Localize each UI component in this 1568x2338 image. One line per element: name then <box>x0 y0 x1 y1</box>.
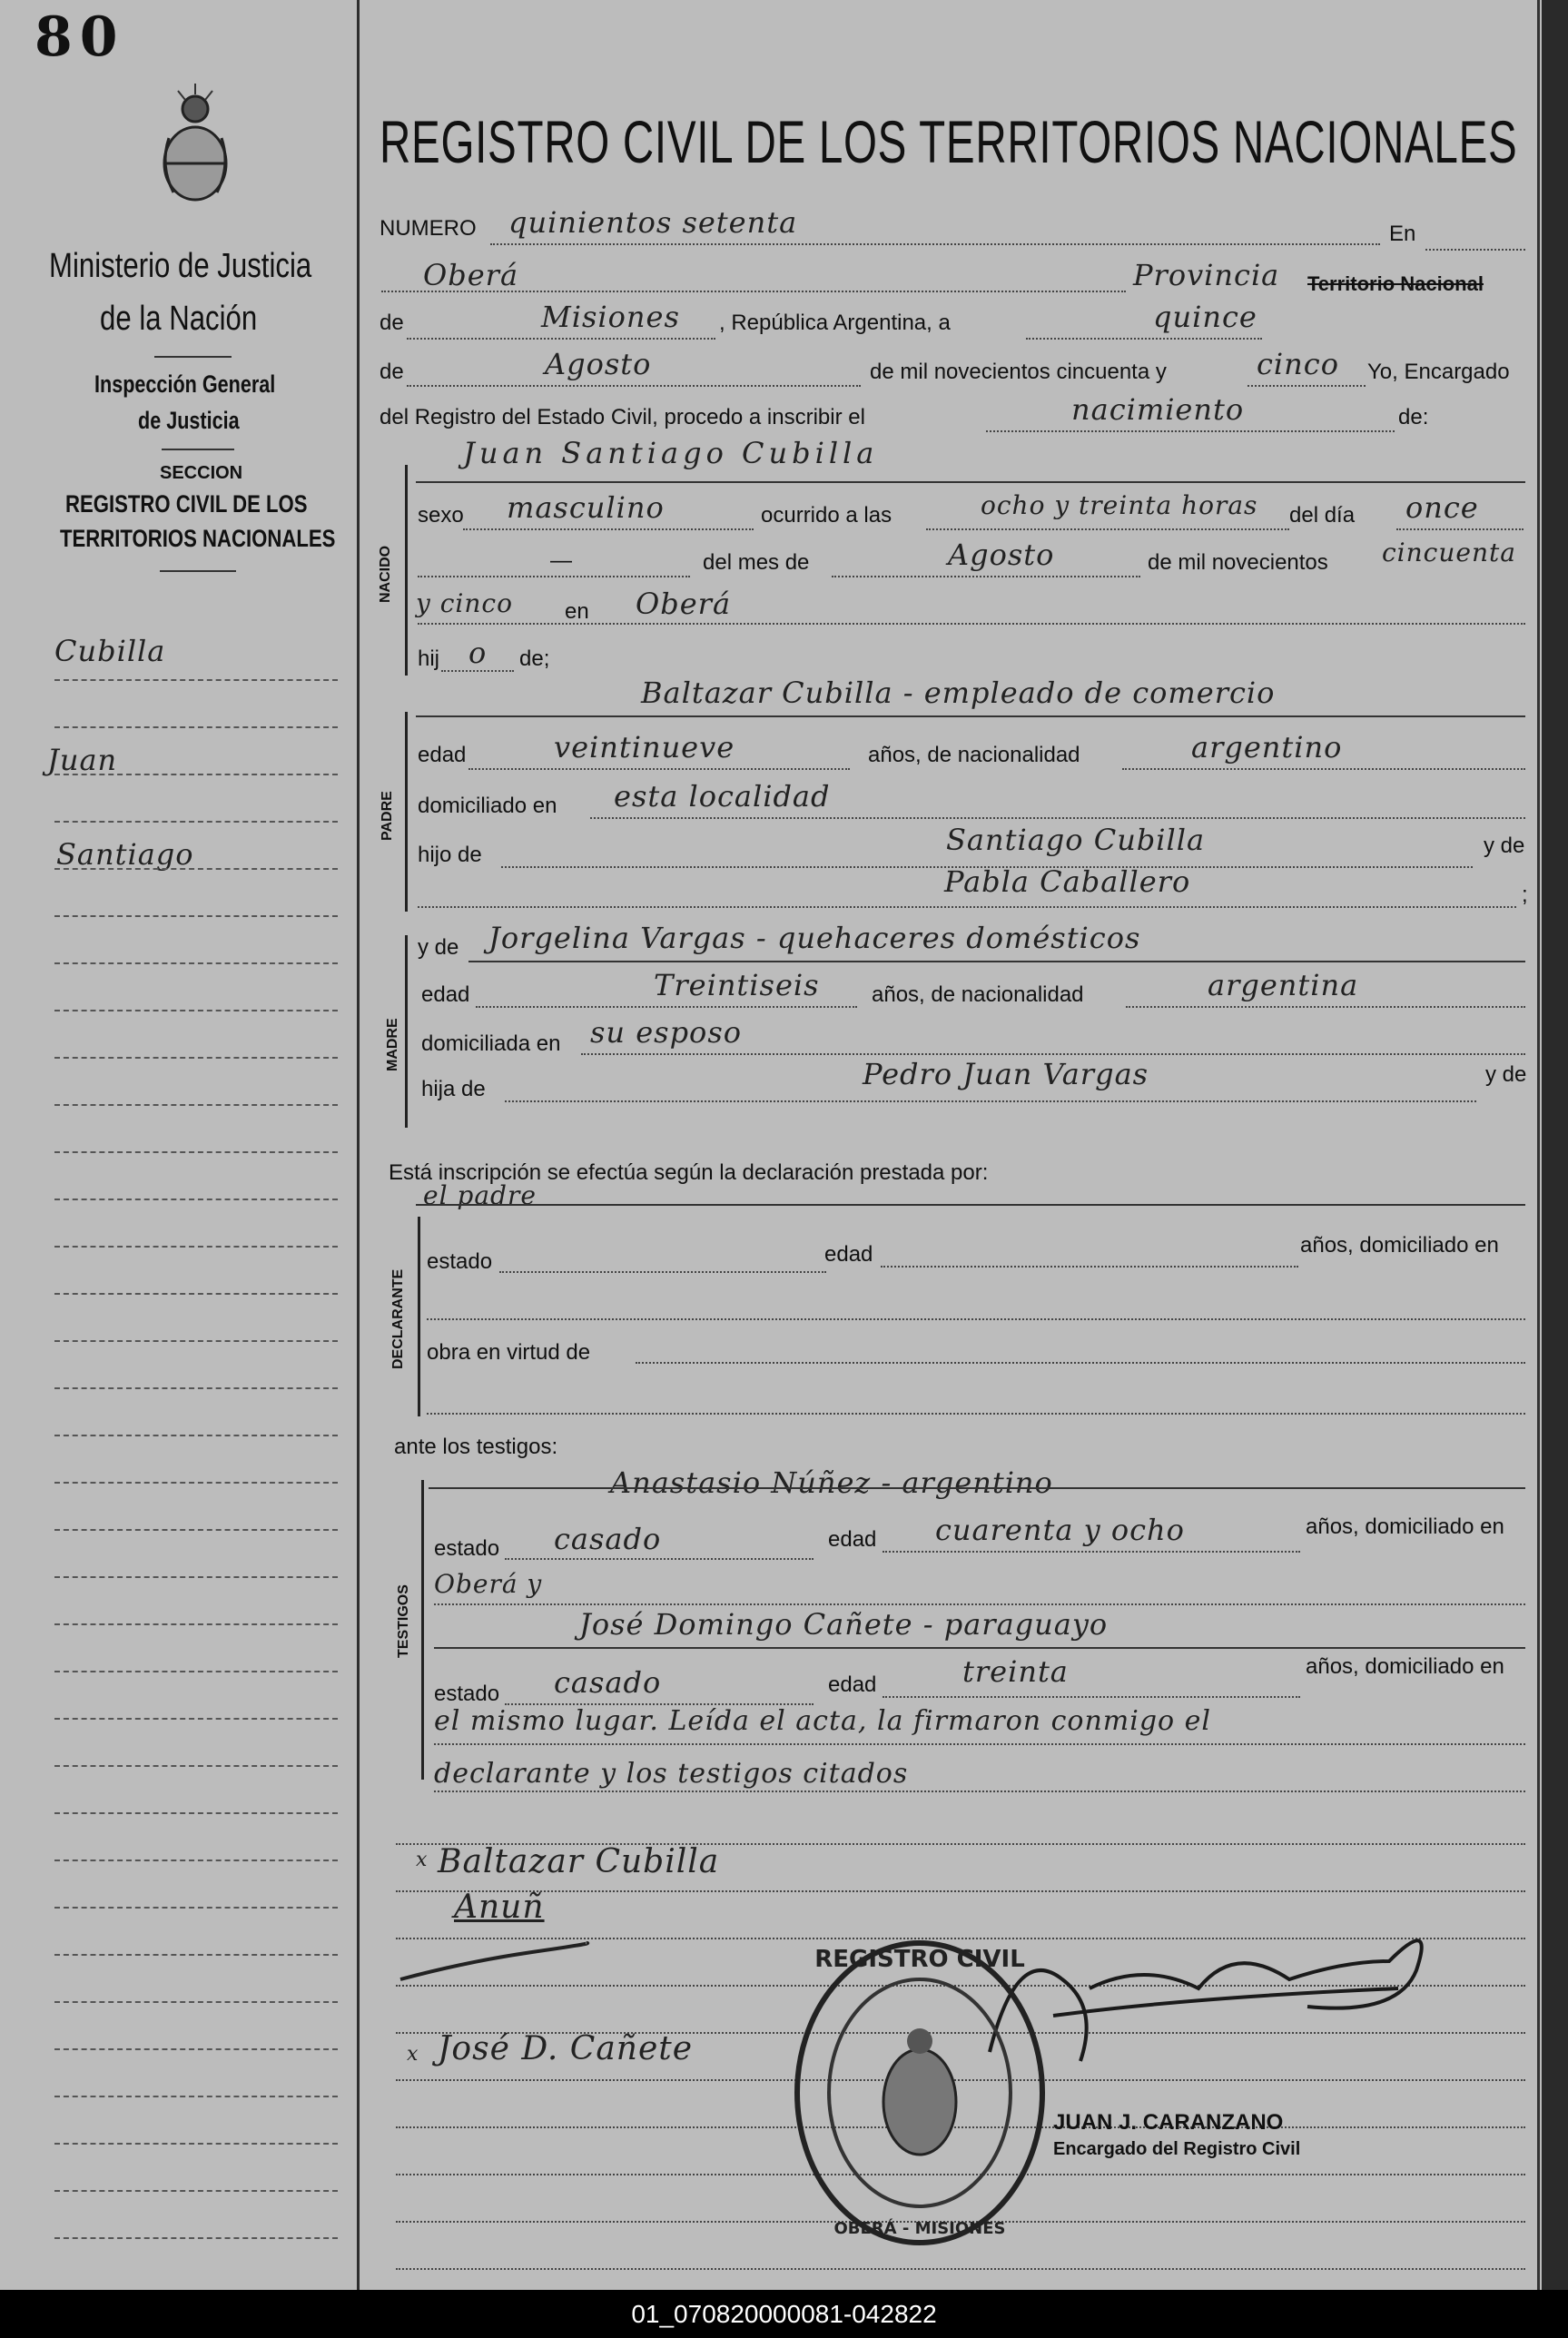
testigos-intro: ante los testigos: <box>394 1435 558 1459</box>
year-value: cinco <box>1257 347 1339 381</box>
margin-ruled-line <box>54 1576 338 1578</box>
signature-x-1: x <box>416 1849 429 1871</box>
lugar-line <box>418 623 1525 625</box>
margin-separator <box>357 0 360 2290</box>
margin-ruled-line <box>54 2096 338 2097</box>
mil-label: de mil novecientos cincuenta y <box>870 360 1167 384</box>
margin-ruled-line <box>54 2190 338 2192</box>
margin-ruled-line <box>54 2143 338 2145</box>
madre-bracket <box>405 935 408 1128</box>
page-title: REGISTRO CIVIL DE LOS TERRITORIOS NACIONALES <box>380 108 1518 175</box>
margin-first-name: Juan <box>47 743 118 777</box>
testigo1-name: Anastasio Núñez - argentino <box>610 1465 1053 1500</box>
padre-name: Baltazar Cubilla - empleado de comercio <box>641 676 1276 710</box>
margin-ruled-line <box>54 868 338 870</box>
declarante-edad-label: edad <box>824 1242 873 1267</box>
hora-line <box>926 528 1289 530</box>
dash-value: — <box>550 548 572 573</box>
madre-hija-value: Pedro Juan Vargas <box>863 1057 1149 1091</box>
signature-testigo1: Anuñ <box>454 1889 545 1926</box>
ministry-divider-3 <box>160 570 236 572</box>
signature-testigo2: José D. Cañete <box>438 2030 694 2067</box>
madre-edad-label: edad <box>421 982 470 1007</box>
declarante-line-2 <box>427 1318 1525 1320</box>
day-value: quince <box>1153 300 1257 334</box>
signature-x-2: x <box>407 2043 419 2066</box>
declarante-line-3 <box>427 1413 1525 1415</box>
margin-ruled-line <box>54 1387 338 1389</box>
ministry-divider-2 <box>162 449 234 450</box>
nacido-name: Juan Santiago Cubilla <box>463 436 879 470</box>
padre-bracket <box>405 712 408 912</box>
hora-value: ocho y treinta horas <box>981 490 1258 520</box>
margin-ruled-line <box>54 1246 338 1248</box>
padre-edad-label: edad <box>418 743 467 767</box>
republica-label: , República Argentina, a <box>719 311 951 335</box>
declarante-bracket <box>418 1217 420 1416</box>
testigo1-estado-line <box>505 1558 814 1560</box>
nacido-bracket <box>405 465 408 676</box>
madre-name: Jorgelina Vargas - quehaceres domésticos <box>488 921 1141 955</box>
padre-dom-line <box>590 817 1525 819</box>
padre-edad-value: veintinueve <box>554 730 735 765</box>
dia-line <box>1396 528 1524 530</box>
yo-label: Yo, Encargado <box>1367 360 1510 384</box>
month-line <box>407 385 861 387</box>
margin-ruled-line <box>54 1623 338 1625</box>
margin-ruled-line <box>54 2001 338 2003</box>
registry-stamp <box>788 1934 1051 2252</box>
page-edge <box>1537 0 1540 2290</box>
testigo2-estado-value: casado <box>554 1665 662 1700</box>
margin-ruled-line <box>54 1860 338 1861</box>
stamp-top-text: REGISTRO CIVIL <box>814 1946 1025 1973</box>
testigo2-edad-label: edad <box>828 1672 877 1697</box>
sexo-line <box>463 528 754 530</box>
margin-ruled-line <box>54 1529 338 1531</box>
ministry-sub1: Inspección General <box>94 370 276 398</box>
madre-nac-value: argentina <box>1208 968 1359 1002</box>
testigo2-edad-line <box>883 1696 1300 1698</box>
image-id-footer: 01_070820000081-042822 <box>0 2290 1568 2338</box>
padre-nac-value: argentino <box>1191 730 1343 765</box>
mes-value: Agosto <box>948 538 1055 572</box>
margin-ruled-line <box>54 679 338 681</box>
testigo1-edad-line <box>883 1551 1300 1553</box>
numero-label: NUMERO <box>380 216 477 241</box>
ministry-line1: Ministerio de Justicia <box>49 247 312 285</box>
padre-hijo-value: Santiago Cubilla <box>946 823 1206 857</box>
margin-ruled-line <box>54 1340 338 1342</box>
declarante-obra-line <box>636 1362 1525 1364</box>
lugar-value: Oberá <box>636 587 732 621</box>
testigo1-name-line <box>429 1487 1525 1489</box>
testigo1-dom-line <box>434 1603 1525 1605</box>
hij-value: o <box>468 636 488 670</box>
declarante-estado-label: estado <box>427 1249 493 1274</box>
margin-ruled-line <box>54 2048 338 2050</box>
closing-line-2-rule <box>434 1790 1525 1792</box>
padre-nac-line <box>1122 768 1525 770</box>
margin-ruled-line <box>54 1765 338 1767</box>
official-name: JUAN J. CARANZANO <box>1053 2110 1284 2135</box>
page-edge-shadow <box>1542 0 1568 2290</box>
testigo2-name-line <box>434 1647 1525 1649</box>
padre-madre-value: Pabla Caballero <box>944 864 1191 899</box>
sexo-value: masculino <box>507 490 665 525</box>
mes-label: del mes de <box>703 550 810 575</box>
de-label-1: de <box>380 311 404 335</box>
event-line <box>986 430 1395 432</box>
margin-ruled-line <box>54 1199 338 1200</box>
margin-ruled-line <box>54 1482 338 1484</box>
margin-ruled-line <box>54 1104 338 1106</box>
margin-ruled-line <box>54 1718 338 1720</box>
en-label: En <box>1389 222 1416 246</box>
hij-line <box>441 670 514 672</box>
madre-nac-line <box>1126 1006 1525 1008</box>
registro-label: del Registro del Estado Civil, procedo a inscribir el <box>380 405 865 429</box>
padre-dom-label: domiciliado en <box>418 794 557 818</box>
margin-ruled-line <box>54 1954 338 1956</box>
madre-dom-label: domiciliada en <box>421 1031 561 1056</box>
event-value: nacimiento <box>1071 392 1245 427</box>
mil-novecientos-label: de mil novecientos <box>1148 550 1328 575</box>
madre-nac-label: años, de nacionalidad <box>872 982 1084 1007</box>
testigos-bracket <box>421 1480 424 1780</box>
territorio-label: Territorio Nacional <box>1307 272 1484 295</box>
ministry-line2: de la Nación <box>100 300 258 338</box>
margin-ruled-line <box>54 821 338 823</box>
margin-ruled-line <box>54 1907 338 1909</box>
testigo1-dom-value: Oberá y <box>434 1569 543 1599</box>
official-role: Encargado del Registro Civil <box>1053 2139 1301 2159</box>
ministry-divider-1 <box>154 356 232 358</box>
coat-of-arms-icon <box>151 84 240 209</box>
testigos-side-label: TESTIGOS <box>396 1584 411 1658</box>
month-value: Agosto <box>545 347 652 381</box>
margin-ruled-line <box>54 1671 338 1672</box>
province-value: Misiones <box>541 300 680 334</box>
declarante-obra-label: obra en virtud de <box>427 1340 591 1365</box>
margin-surname: Cubilla <box>54 634 166 668</box>
padre-side-label: PADRE <box>380 791 395 841</box>
signature-padre: Baltazar Cubilla <box>438 1843 720 1880</box>
nacido-name-line <box>416 481 1525 483</box>
place-value: Oberá <box>423 258 519 292</box>
sexo-label: sexo <box>418 503 464 528</box>
anio-value: cincuenta <box>1382 538 1516 567</box>
folio-number: 80 <box>35 5 125 69</box>
madre-hija-line <box>505 1100 1476 1102</box>
declarante-edad-line <box>881 1266 1298 1268</box>
numero-value: quinientos setenta <box>508 205 798 240</box>
margin-ruled-line <box>54 1812 338 1814</box>
madre-y-de2-label: y de <box>1485 1062 1527 1087</box>
declarante-estado-line <box>499 1271 826 1273</box>
padre-nac-label: años, de nacionalidad <box>868 743 1080 767</box>
stamp-bottom-text: OBERÁ - MISIONES <box>833 2219 1006 2238</box>
madre-hija-label: hija de <box>421 1077 486 1101</box>
testigo2-anos-label: años, domiciliado en <box>1306 1654 1504 1679</box>
ministry-seccion: SECCION <box>160 463 243 483</box>
madre-side-label: MADRE <box>385 1018 400 1071</box>
signature-ruled-line <box>396 1890 1525 1892</box>
padre-name-line <box>416 715 1525 717</box>
testigo1-anos-label: años, domiciliado en <box>1306 1514 1504 1539</box>
numero-line <box>490 243 1380 245</box>
provincia-value: Provincia <box>1133 258 1280 292</box>
hij-label: hij <box>418 646 440 671</box>
madre-dom-value: su esposo <box>590 1015 742 1050</box>
signature-flourish-1 <box>396 1916 596 1988</box>
padre-y-de-label: y de <box>1484 834 1525 858</box>
anio-value-cont: y cinco <box>416 588 513 618</box>
testigo2-edad-value: treinta <box>962 1654 1069 1689</box>
madre-dom-line <box>581 1053 1525 1055</box>
madre-y-de-label: y de <box>418 935 459 960</box>
dash-line <box>418 576 690 577</box>
margin-ruled-line <box>54 1435 338 1436</box>
testigo1-edad-value: cuarenta y ocho <box>935 1513 1185 1547</box>
margin-ruled-line <box>54 962 338 964</box>
del-dia-label: del día <box>1289 503 1356 528</box>
province-line <box>407 338 715 340</box>
closing-line-1-rule <box>434 1743 1525 1745</box>
declarante-side-label: DECLARANTE <box>390 1268 406 1369</box>
testigo1-estado-value: casado <box>554 1522 662 1556</box>
mes-line <box>832 576 1140 577</box>
ocurrido-label: ocurrido a las <box>761 503 892 528</box>
de-label-2: de <box>380 360 404 384</box>
margin-ruled-line <box>54 726 338 728</box>
day-line <box>1026 338 1262 340</box>
madre-edad-line <box>476 1006 857 1008</box>
closing-line-2: declarante y los testigos citados <box>434 1758 909 1790</box>
declarante-by-line <box>416 1204 1525 1206</box>
ministry-reg1: REGISTRO CIVIL DE LOS <box>65 490 308 518</box>
declarante-anos-label: años, domiciliado en <box>1300 1233 1499 1258</box>
declarante-intro: Está inscripción se efectúa según la declaración prestada por: <box>389 1160 989 1185</box>
testigo2-name: José Domingo Cañete - paraguayo <box>579 1607 1109 1642</box>
madre-edad-value: Treintiseis <box>654 968 820 1002</box>
margin-ruled-line <box>54 1293 338 1295</box>
padre-edad-line <box>468 768 850 770</box>
testigo1-estado-label: estado <box>434 1536 500 1561</box>
closing-line-1: el mismo lugar. Leída el acta, la firmaron conmigo el <box>434 1705 1211 1737</box>
margin-ruled-line <box>54 2237 338 2239</box>
padre-semicolon: ; <box>1522 883 1528 907</box>
margin-ruled-line <box>54 1057 338 1059</box>
ministry-reg2: TERRITORIOS NACIONALES <box>60 525 336 552</box>
year-line <box>1247 385 1366 387</box>
margin-ruled-line <box>54 1151 338 1153</box>
de-colon-label: de: <box>1398 405 1429 429</box>
nacido-side-label: NACIDO <box>378 545 393 603</box>
padre-dom-value: esta localidad <box>614 779 831 814</box>
padre-madre-line <box>418 906 1516 908</box>
place-line <box>381 291 1126 292</box>
dia-value: once <box>1405 490 1479 525</box>
margin-ruled-line <box>54 774 338 775</box>
madre-name-line <box>468 961 1525 962</box>
padre-hijo-label: hijo de <box>418 843 482 867</box>
ministry-sub2: de Justicia <box>138 407 240 434</box>
signature-ruled-line <box>396 2268 1525 2270</box>
testigo1-edad-label: edad <box>828 1527 877 1552</box>
en-lugar-label: en <box>565 599 589 624</box>
hij-de-label: de; <box>519 646 550 671</box>
margin-middle-name: Santiago <box>56 837 194 872</box>
testigo2-estado-label: estado <box>434 1682 500 1706</box>
declarante-by: el padre <box>423 1180 537 1210</box>
en-line <box>1425 249 1525 251</box>
margin-ruled-line <box>54 915 338 917</box>
margin-ruled-line <box>54 1010 338 1011</box>
